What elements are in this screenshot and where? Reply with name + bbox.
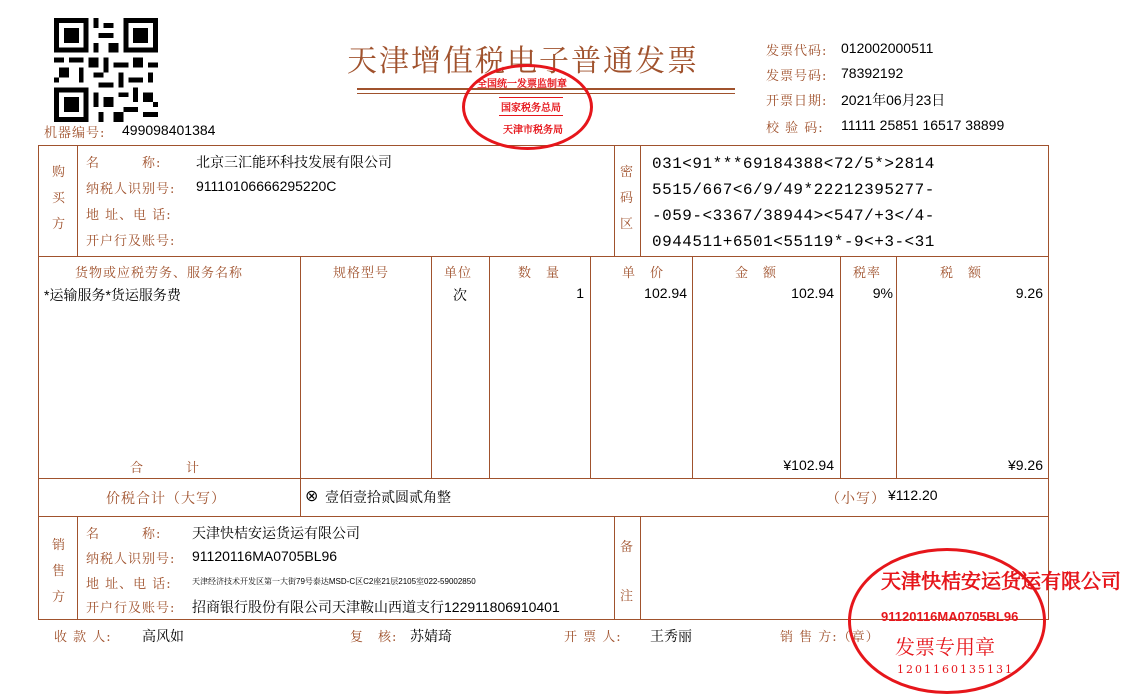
- header-spec: 规格型号: [333, 266, 390, 281]
- invoice-code: 012002000511: [841, 40, 934, 56]
- buyer-bank-label: 开户行及账号:: [86, 234, 176, 249]
- seller-name: 天津快桔安运货运有限公司: [192, 525, 360, 541]
- item-tax: 9.26: [1015, 285, 1043, 301]
- grand-total-label: 价税合计（大写）: [106, 491, 226, 507]
- item-qty: 1: [576, 285, 584, 301]
- buyer-taxid-label: 纳税人识别号:: [86, 182, 176, 197]
- invoice-date: 2021年06月23日: [841, 92, 946, 108]
- reviewer: 苏婧琦: [410, 628, 452, 644]
- seller-bank-label: 开户行及账号:: [86, 601, 176, 616]
- header-unit: 单位: [444, 266, 473, 281]
- header-tax-rate: 税率: [853, 266, 882, 281]
- payee: 高风如: [142, 628, 184, 644]
- item-name: *运输服务*货运服务费: [44, 287, 181, 303]
- check-code-label: 校 验 码:: [766, 121, 824, 136]
- buyer-taxid: 91110106666295220C: [196, 178, 337, 194]
- cipher-side-label: 密 码 区: [620, 165, 635, 232]
- grand-total-upper: 壹佰壹拾贰圆贰角整: [325, 489, 451, 505]
- header-qty: 数 量: [518, 266, 561, 281]
- seller-taxid-label: 纳税人识别号:: [86, 552, 176, 567]
- seller-taxid: 91120116MA0705BL96: [192, 548, 338, 564]
- remark-label-1: 备: [620, 540, 635, 555]
- seller-seal-label: 销 售 方:（章）: [780, 630, 880, 645]
- invoice-title: 天津增值税电子普通发票: [347, 44, 699, 79]
- seller-name-label: 名 称:: [86, 527, 162, 542]
- payee-label: 收 款 人:: [54, 630, 112, 645]
- buyer-side-label: 购 买 方: [52, 165, 67, 232]
- seller-side-label: 销 售 方: [52, 538, 67, 605]
- invoice-no-label: 发票号码:: [766, 69, 828, 84]
- item-amount: 102.94: [791, 285, 834, 301]
- item-unit: 次: [453, 287, 467, 303]
- header-goods-name: 货物或应税劳务、服务名称: [75, 266, 244, 281]
- check-code: 11111 25851 16517 38899: [841, 117, 1005, 133]
- cipher-text: 031<91***69184388<72/5*>2814 5515/667<6/9/49*22212395277- -059-<3367/38944><547/+3</4- 0944511+6501<55119*-9<+3-<31: [652, 155, 935, 251]
- official-tax-stamp: 全国统一发票监制章 国家税务总局 天津市税务局: [462, 64, 593, 150]
- remark-label-2: 注: [620, 589, 635, 604]
- issuer: 王秀丽: [650, 628, 692, 644]
- invoice-code-label: 发票代码:: [766, 44, 828, 59]
- grand-total-lower: ¥112.20: [888, 487, 938, 503]
- seller-address: 天津经济技术开发区第一大街79号泰达MSD-C区C2座21层2105室022-59002850: [192, 577, 476, 586]
- seller-bank: 招商银行股份有限公司天津鞍山西道支行122911806910401: [192, 599, 560, 615]
- grand-total-lower-label: （小写）: [826, 491, 886, 507]
- buyer-address-label: 地 址、电 话:: [86, 208, 172, 223]
- header-tax: 税 额: [940, 266, 983, 281]
- qr-code-icon: [54, 18, 158, 122]
- total-amount: ¥102.94: [783, 457, 834, 473]
- issuer-label: 开 票 人:: [564, 630, 622, 645]
- item-tax-rate: 9%: [872, 285, 893, 301]
- header-amount: 金 额: [735, 266, 778, 281]
- buyer-name: 北京三汇能环科技发展有限公司: [196, 154, 392, 170]
- buyer-name-label: 名 称:: [86, 156, 162, 171]
- seller-address-label: 地 址、电 话:: [86, 577, 172, 592]
- invoice-no: 78392192: [841, 65, 904, 81]
- reviewer-label: 复 核:: [350, 630, 398, 645]
- item-price: 102.94: [644, 285, 687, 301]
- total-tax: ¥9.26: [1007, 457, 1043, 473]
- total-label: 合 计: [130, 461, 201, 476]
- date-label: 开票日期:: [766, 94, 828, 109]
- cross-circle-icon: ⊗: [305, 488, 319, 505]
- machine-no-label: 机器编号:: [44, 126, 106, 141]
- header-price: 单 价: [622, 266, 665, 281]
- seller-invoice-stamp: 天津快桔安运货运有限公司 91120116MA0705BL96 发票专用章 1201160135131: [848, 548, 1046, 694]
- machine-no: 499098401384: [122, 122, 216, 138]
